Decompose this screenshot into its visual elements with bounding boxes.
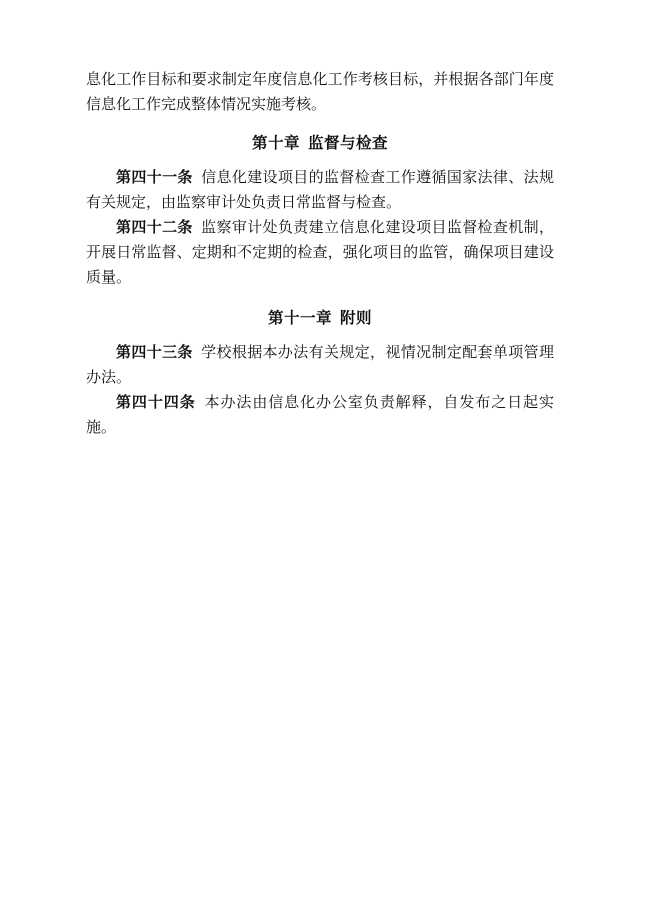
article-paragraph bbox=[86, 215, 554, 290]
chapter-heading bbox=[86, 131, 554, 156]
chapter-title: 监督与检查 bbox=[308, 134, 389, 152]
article-text: 信息化建设项目的监督检查工作遵循国家法律、法规有关规定，由监察审计处负责日常监督与检查。 bbox=[86, 168, 554, 211]
article-number: 第四十三条 bbox=[116, 343, 193, 361]
document-body bbox=[86, 67, 554, 440]
chapter-number: 第十一章 bbox=[267, 309, 332, 327]
chapter-title: 附则 bbox=[340, 309, 373, 327]
article-text: 学校根据本办法有关规定，视情况制定配套单项管理办法。 bbox=[86, 343, 554, 386]
article-text: 监察审计处负责建立信息化建设项目监督检查机制，开展日常监督、定期和不定期的检查，强化项目的监管，确保项目建设质量。 bbox=[86, 218, 554, 286]
intro-paragraph: 息化工作目标和要求制定年度信息化工作考核目标，并根据各部门年度信息化工作完成整体情况实施考核。 bbox=[86, 70, 554, 113]
chapter-number: 第十章 bbox=[251, 134, 300, 152]
article-paragraph bbox=[86, 340, 554, 390]
article-text: 本办法由信息化办公室负责解释，自发布之日起实施。 bbox=[86, 393, 554, 436]
article-number: 第四十二条 bbox=[116, 218, 193, 236]
chapter-heading bbox=[86, 306, 554, 331]
article-number: 第四十一条 bbox=[116, 168, 193, 186]
article-number: 第四十四条 bbox=[116, 393, 196, 411]
article-paragraph bbox=[86, 390, 554, 440]
article-paragraph bbox=[86, 165, 554, 215]
